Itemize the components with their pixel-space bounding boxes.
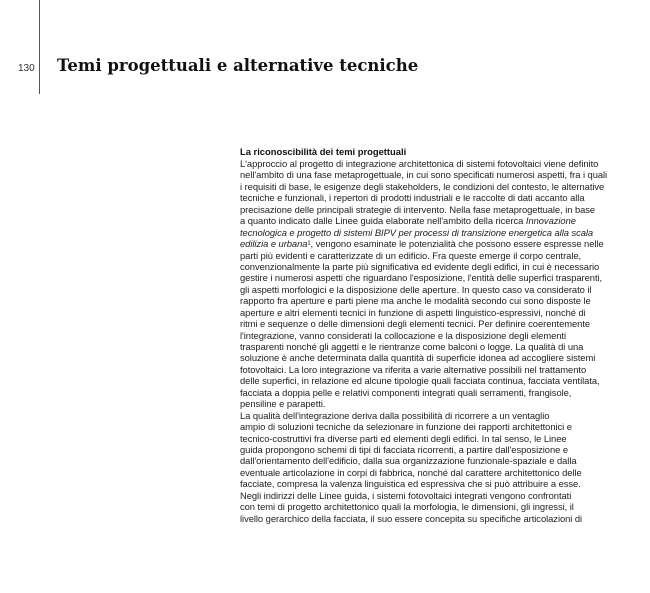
text-run: eventuale articolazione in corpi di fabbrica, nonché dal carattere architettonico delle — [240, 466, 582, 478]
text-run: livello gerarchico della facciata, il suo essere concepita su specifiche articolazioni di — [240, 512, 583, 524]
text-line — [240, 169, 630, 180]
text-line — [240, 467, 630, 478]
text-run: pensiline e parapetti. — [240, 398, 326, 410]
text-line — [240, 250, 630, 261]
section-heading: La riconoscibilità dei temi progettuali — [240, 146, 407, 157]
text-run: L'approccio al progetto di integrazione architettonica di sistemi fotovoltaici viene definito — [240, 158, 599, 169]
text-line — [240, 398, 630, 409]
text-run: precisazione delle principali strategie di intervento. Nella fase metaprogettuale, in base — [240, 203, 596, 215]
text-run: facciate, compresa la valenza linguistica ed espressiva che si può attribuire a esse. — [240, 478, 581, 490]
text-line — [240, 421, 630, 432]
text-run: Negli indirizzi delle Linee guida, i sistemi fotovoltaici integrati vengono confrontati — [240, 489, 572, 501]
text-line — [240, 330, 630, 341]
text-run: dall'orientamento dell'edificio, dalla sua organizzazione funzionale-spaziale e dalla — [240, 455, 577, 467]
text-line — [240, 181, 630, 192]
text-run: a quanto indicato dalle Linee guida elaborate nell'ambito della ricerca — [240, 215, 526, 227]
text-line — [240, 307, 630, 318]
text-line — [240, 455, 630, 466]
text-line — [240, 204, 630, 215]
text-run: aperture e altri elementi tecnici in funzione di aspetti linguistico-espressivi, nonché di — [240, 306, 586, 318]
text-line — [240, 261, 630, 272]
text-line — [240, 513, 630, 524]
text-run: tecnico-costruttivi fra diverse parti ed elementi degli edifici. In tal senso, le Linee — [240, 432, 567, 444]
text-line — [240, 227, 630, 238]
text-line — [240, 318, 630, 329]
text-line — [240, 375, 630, 386]
text-run: fotovoltaici. La loro integrazione va riferita a varie alternative possibili nel trattamento — [240, 363, 587, 375]
text-line — [240, 490, 630, 501]
text-line — [240, 410, 630, 421]
text-line — [240, 387, 630, 398]
body-text — [240, 158, 630, 524]
text-run: ampio di soluzioni tecniche da selezionare in funzione dei rapporti architettonici e — [240, 421, 572, 433]
italic-text: tecnologica e progetto di sistemi BIPV per processi di transizione energetica alla scala — [240, 226, 594, 238]
text-line — [240, 501, 630, 512]
text-run: guida propongono schemi di tipi di facciata ricorrenti, a partire dall'esposizione e — [240, 443, 568, 455]
text-run: gestire i numerosi aspetti che riguardano l'esposizione, l'entità delle superfici trasparenti, — [240, 272, 603, 284]
text-line — [240, 238, 630, 249]
article-body — [240, 146, 630, 524]
text-run: facciata a doppia pelle e relativi componenti integrati quali serramenti, frangisole, — [240, 386, 572, 398]
text-line — [240, 284, 630, 295]
text-run: ritmi e sequenze o delle dimensioni degli elementi tecnici. Per definire coerentemente — [240, 318, 591, 330]
chapter-title: Temi progettuali e alternative tecniche — [57, 56, 419, 75]
text-line — [240, 478, 630, 489]
text-line — [240, 444, 630, 455]
text-line — [240, 215, 630, 226]
text-run: l'integrazione, vanno considerati la collocazione e la disposizione degli elementi — [240, 329, 567, 341]
text-line — [240, 433, 630, 444]
page-number: 130 — [18, 63, 35, 74]
text-run: convenzionalmente la parte più significativa ed evidente degli edifici, in cui è necessario — [240, 260, 600, 272]
text-run: ¹, vengono esaminate le potenzialità che possono essere espresse nelle — [307, 238, 604, 250]
text-line — [240, 272, 630, 283]
text-line — [240, 192, 630, 203]
text-line — [240, 341, 630, 352]
text-run: rapporto fra aperture e parti piene ma anche le modalità secondo cui sono disposte le — [240, 295, 591, 307]
text-run: con temi di progetto architettonico quali la morfologia, le dimensioni, gli ingressi, il — [240, 501, 574, 513]
text-line — [240, 295, 630, 306]
text-run: delle superfici, in relazione ed alcune tipologie quali facciata continua, facciata ventilata, — [240, 375, 600, 387]
text-run: soluzione è anche determinata dalla quantità di superficie idonea ad accogliere sistemi — [240, 352, 596, 364]
margin-rule — [39, 0, 40, 94]
italic-text: edilizia e urbana — [240, 238, 308, 250]
text-run: parti più evidenti e caratterizzate di un edificio. Fra queste emerge il corpo centrale, — [240, 249, 582, 261]
text-run: tecniche e funzionali, i repertori di prodotti industriali e le raccolte di dati accanto alla — [240, 192, 585, 204]
text-line — [240, 352, 630, 363]
text-run: gli aspetti morfologici e la disposizione delle aperture. In questo caso va considerato il — [240, 283, 592, 295]
text-line — [240, 158, 630, 169]
text-run: trasparenti nonché gli aggetti e le rientranze come balconi o logge. La qualità di una — [240, 341, 584, 352]
text-run: nell'ambito di una fase metaprogettuale, in cui sono specificati numerosi aspetti, fra i quali — [240, 169, 608, 181]
text-run: La qualità dell'integrazione deriva dalla possibilità di ricorrere a un ventaglio — [240, 409, 550, 421]
text-line — [240, 364, 630, 375]
italic-text: Innovazione — [525, 215, 576, 227]
text-run: i requisiti di base, le esigenze degli stakeholders, le condizioni del contesto, le alternative — [240, 180, 605, 192]
